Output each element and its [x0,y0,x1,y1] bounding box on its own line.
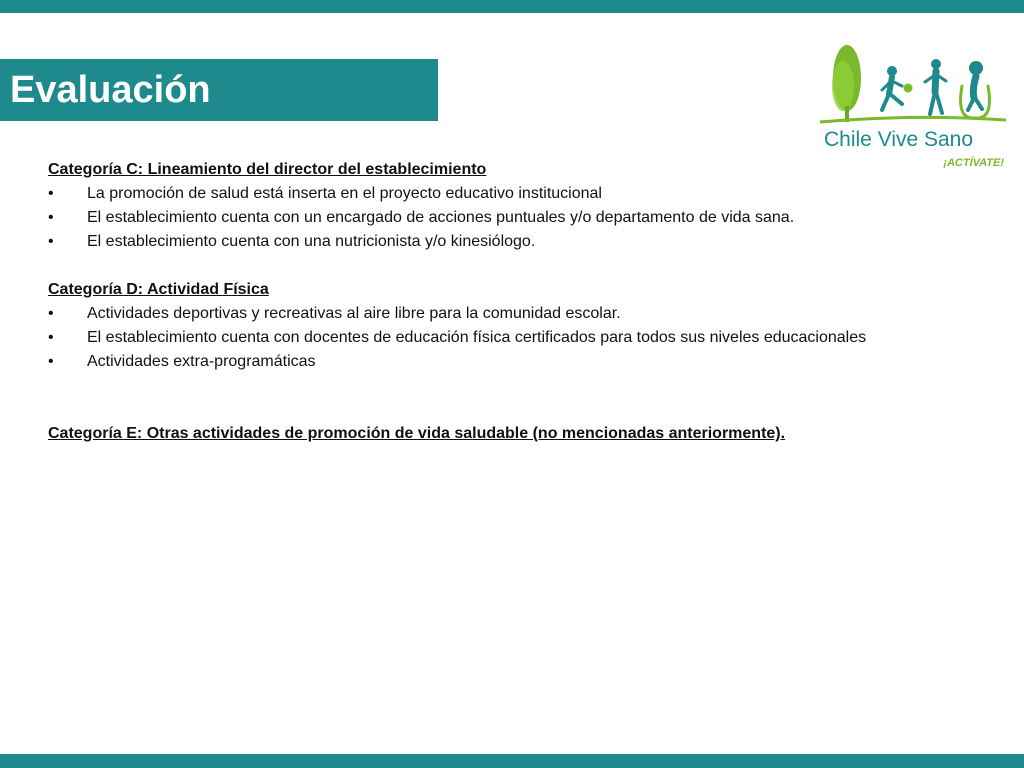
bottom-band [0,754,1024,768]
bullet-icon: • [48,185,54,202]
category-e-section [48,422,948,446]
chile-vive-sano-logo [812,30,1012,176]
evaluation-content [48,158,948,446]
category-c-list [48,182,948,254]
walking-person-icon [925,59,946,114]
bullet-icon: • [48,209,54,226]
list-item-text: Actividades extra-programáticas [87,353,316,370]
category-c-heading: Categoría C: Lineamiento del director del establecimiento [48,161,487,178]
list-item-text: Actividades deportivas y recreativas al aire libre para la comunidad escolar. [87,305,621,322]
list-item [48,326,892,350]
bullet-icon: • [48,329,54,346]
tree-icon [832,45,861,122]
child-kicking-ball-icon [882,66,913,110]
category-c-section [48,158,948,254]
logo-name: Chile Vive Sano [824,128,974,151]
list-item [48,182,948,206]
logo-tagline: ¡ACTÍVATE! [943,157,1004,169]
list-item [48,230,948,254]
top-band [0,0,1024,13]
category-d-section [48,278,948,374]
list-item [48,302,948,326]
bullet-icon: • [48,233,54,250]
list-item-text: El establecimiento cuenta con docentes de educación física certificados para todos sus niveles educacionales [87,329,867,346]
logo-graphic [812,30,1012,130]
jumping-rope-person-icon [961,61,990,118]
list-item [48,206,948,230]
section-spacer [48,254,948,278]
bullet-icon: • [48,353,54,370]
bullet-icon: • [48,305,54,322]
list-item-text: El establecimiento cuenta con un encargado de acciones puntuales y/o departamento de vida sana. [87,209,795,226]
category-d-heading: Categoría D: Actividad Física [48,281,269,298]
category-e-heading: Categoría E: Otras actividades de promoción de vida saludable (no mencionadas anteriormente). [48,425,786,442]
list-item-text: El establecimiento cuenta con una nutricionista y/o kinesiólogo. [87,233,536,250]
title-banner [0,59,438,121]
page-title: Evaluación [10,69,211,111]
category-d-list [48,302,948,374]
list-item-text: La promoción de salud está inserta en el proyecto educativo institucional [87,185,602,202]
list-item [48,350,948,374]
section-spacer [48,374,948,422]
